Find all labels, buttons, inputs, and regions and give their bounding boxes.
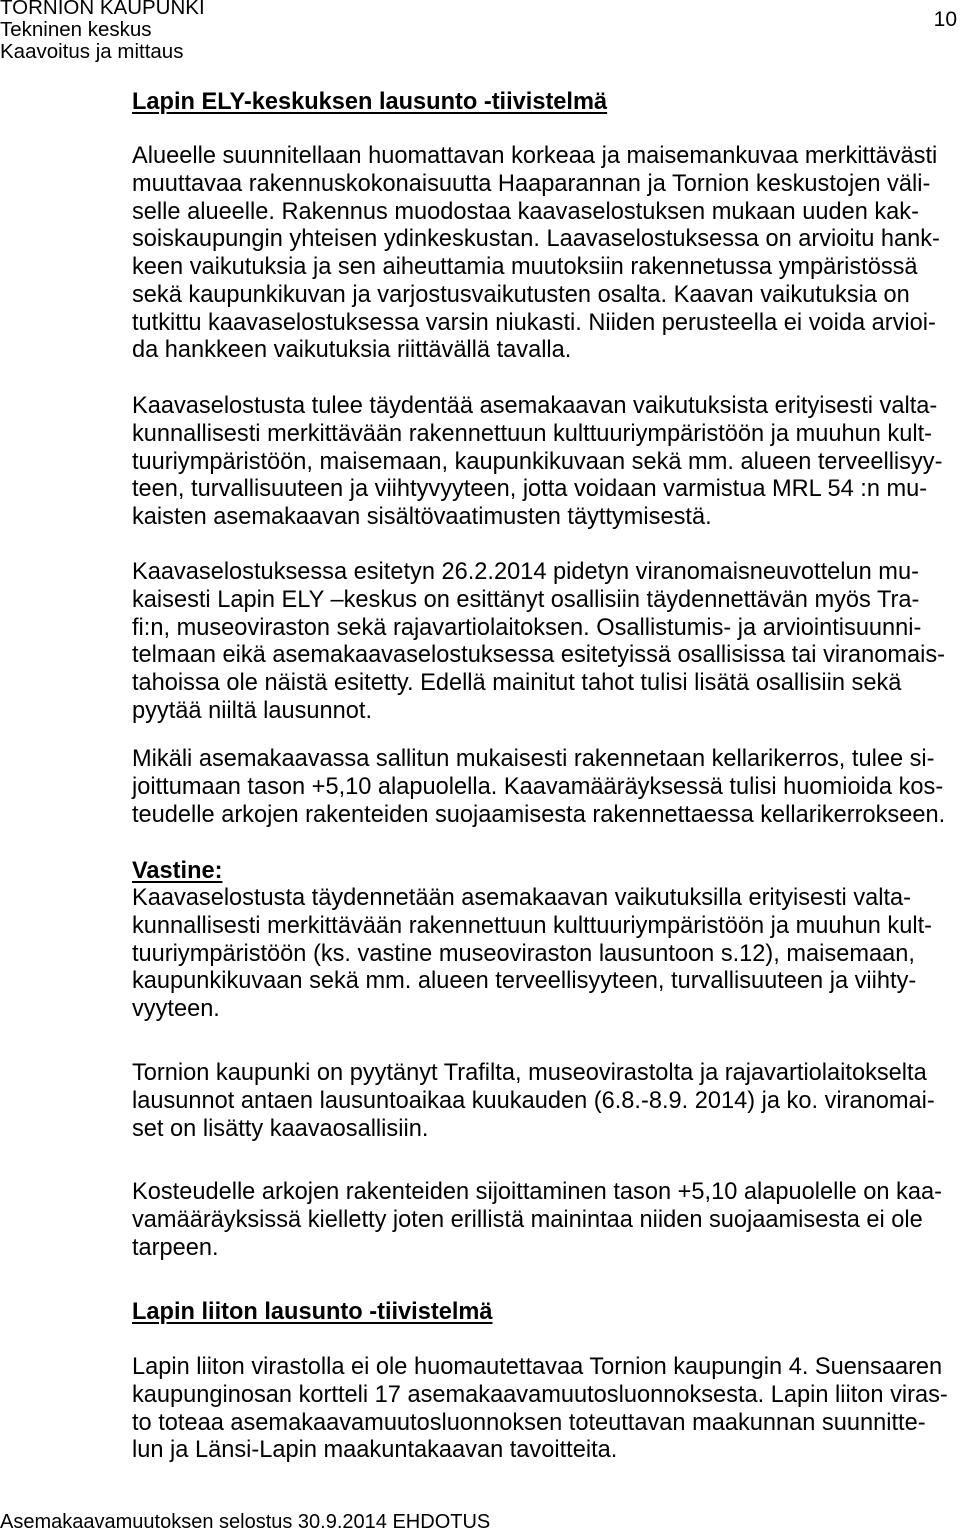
paragraph [132,1354,952,1465]
text-line: muuttavaa rakennuskokonaisuutta Haaparannan ja Tornion keskustojen väli- [132,170,931,197]
paragraph [132,143,952,365]
text-line: tahoissa ole näistä esitetty. Edellä mainitut tahot tulisi lisätä osallisiin sekä [132,670,902,696]
page-number: 10 [933,8,957,31]
text-line: Mikäli asemakaavassa sallitun mukaisesti rakennetaan kellarikerros, tulee si- [132,746,935,772]
text-line: Kaavaselostuksessa esitetyn 26.2.2014 pidetyn viranomaisneuvottelun mu- [132,559,919,585]
paragraph [132,746,952,829]
text-line: to toteaa asemakaavamuutosluonnoksen toteuttavan maakunnan suunnitte- [132,1409,926,1436]
text-line: vyyteen. [132,996,220,1022]
paragraph [132,885,952,1024]
text-line: kaupunkikuvaan sekä mm. alueen terveellisyyteen, turvallisuuteen ja viihty- [132,968,917,995]
section-heading-regional-council: Lapin liiton lausunto -tiivistelmä [132,1299,493,1325]
text-line: kunnallisesti merkittävään rakennettuun kulttuuriympäristöön ja muuhun kult- [132,420,932,447]
response-heading: Vastine: [132,858,223,884]
text-line: Alueelle suunnitellaan huomattavan korkeaa ja maisemankuvaa merkittävästi [132,143,938,169]
text-line: tarpeen. [132,1234,219,1261]
text-line: joittumaan tason +5,10 alapuolella. Kaavamääräyksessä tulisi huomioida kos- [132,773,944,800]
text-line: selle alueelle. Rakennus muodostaa kaavaselostuksen mukaan uuden kak- [132,198,919,225]
unit-name: Kaavoitus ja mittaus [0,40,184,63]
text-line: Kaavaselostusta täydennetään asemakaavan vaikutuksilla erityisesti valta- [132,885,912,911]
text-line: Kosteudelle arkojen rakenteiden sijoittaminen tason +5,10 alapuolelle on kaa- [132,1179,942,1205]
text-line: fi:n, museoviraston sekä rajavartiolaitoksen. Osallistumis- ja arviointisuunni- [132,614,922,641]
text-line: Lapin liiton virastolla ei ole huomautettavaa Tornion kaupungin 4. Suensaaren [132,1354,943,1380]
text-line: lausunnot antaen lausuntoaikaa kuukauden (6.8.-8.9. 2014) ja ko. viranomai- [132,1087,935,1114]
text-line: tuuriympäristöön, maisemaan, kaupunkikuvaan sekä mm. alueen terveellisyy- [132,448,943,475]
text-line: telmaan eikä asemakaavaselostuksessa esitetyissä osallisissa tai viranomais- [132,642,946,669]
text-line: kunnallisesti merkittävään rakennettuun kulttuuriympäristöön ja muuhun kult- [132,912,932,939]
text-line: kaisesti Lapin ELY –keskus on esittänyt osallisiin täydennettävän myös Tra- [132,586,920,613]
text-line: soiskaupungin yhteisen ydinkeskustan. Laavaselostuksessa on arvioitu hank- [132,226,940,253]
text-line: tuuriympäristöön (ks. vastine museoviraston lausuntoon s.12), maisemaan, [132,940,915,967]
paragraph [132,1060,952,1143]
text-line: pyytää niiltä lausunnot. [132,697,373,724]
text-line: tutkittu kaavaselostuksessa varsin niukasti. Niiden perusteella ei voida arvioi- [132,309,936,336]
paragraph [132,559,952,726]
text-line: da hankkeen vaikutuksia riittävällä tavalla. [132,337,572,364]
paragraph [132,393,952,532]
document-header [0,0,400,70]
text-line: vamääräyksissä kielletty joten erillistä mainintaa niiden suojaamisesta ei ole [132,1206,923,1233]
paragraph [132,1179,952,1262]
text-line: teen, turvallisuuteen ja viihtyvyyteen, jotta voidaan varmistua MRL 54 :n mu- [132,476,928,503]
text-line: Tornion kaupunki on pyytänyt Trafilta, museovirastolta ja rajavartiolaitokselta [132,1060,927,1086]
document-footer: Asemakaavamuutoksen selostus 30.9.2014 EHDOTUS [0,1511,491,1531]
text-line: kaupunginosan kortteli 17 asemakaavamuutosluonnoksesta. Lapin liiton viras- [132,1381,948,1408]
text-line: kaisten asemakaavan sisältövaatimusten täyttymisestä. [132,504,712,530]
organization-name: TORNION KAUPUNKI [0,0,205,19]
text-line: set on lisätty kaavaosallisiin. [132,1115,429,1142]
text-line: sekä kaupunkikuvan ja varjostusvaikutusten osalta. Kaavan vaikutuksia on [132,281,910,308]
section-heading-ely-statement: Lapin ELY-keskuksen lausunto -tiivistelmä [132,89,608,115]
department-name: Tekninen keskus [0,18,152,41]
text-line: Kaavaselostusta tulee täydentää asemakaavan vaikutuksista erityisesti valta- [132,393,938,419]
text-line: keen vaikutuksia ja sen aiheuttamia muutoksiin rakennetussa ympäristössä [132,254,918,280]
text-line: lun ja Länsi-Lapin maakuntakaavan tavoitteita. [132,1437,618,1464]
text-line: teudelle arkojen rakenteiden suojaamisesta rakennettaessa kellarikerrokseen. [132,801,946,828]
